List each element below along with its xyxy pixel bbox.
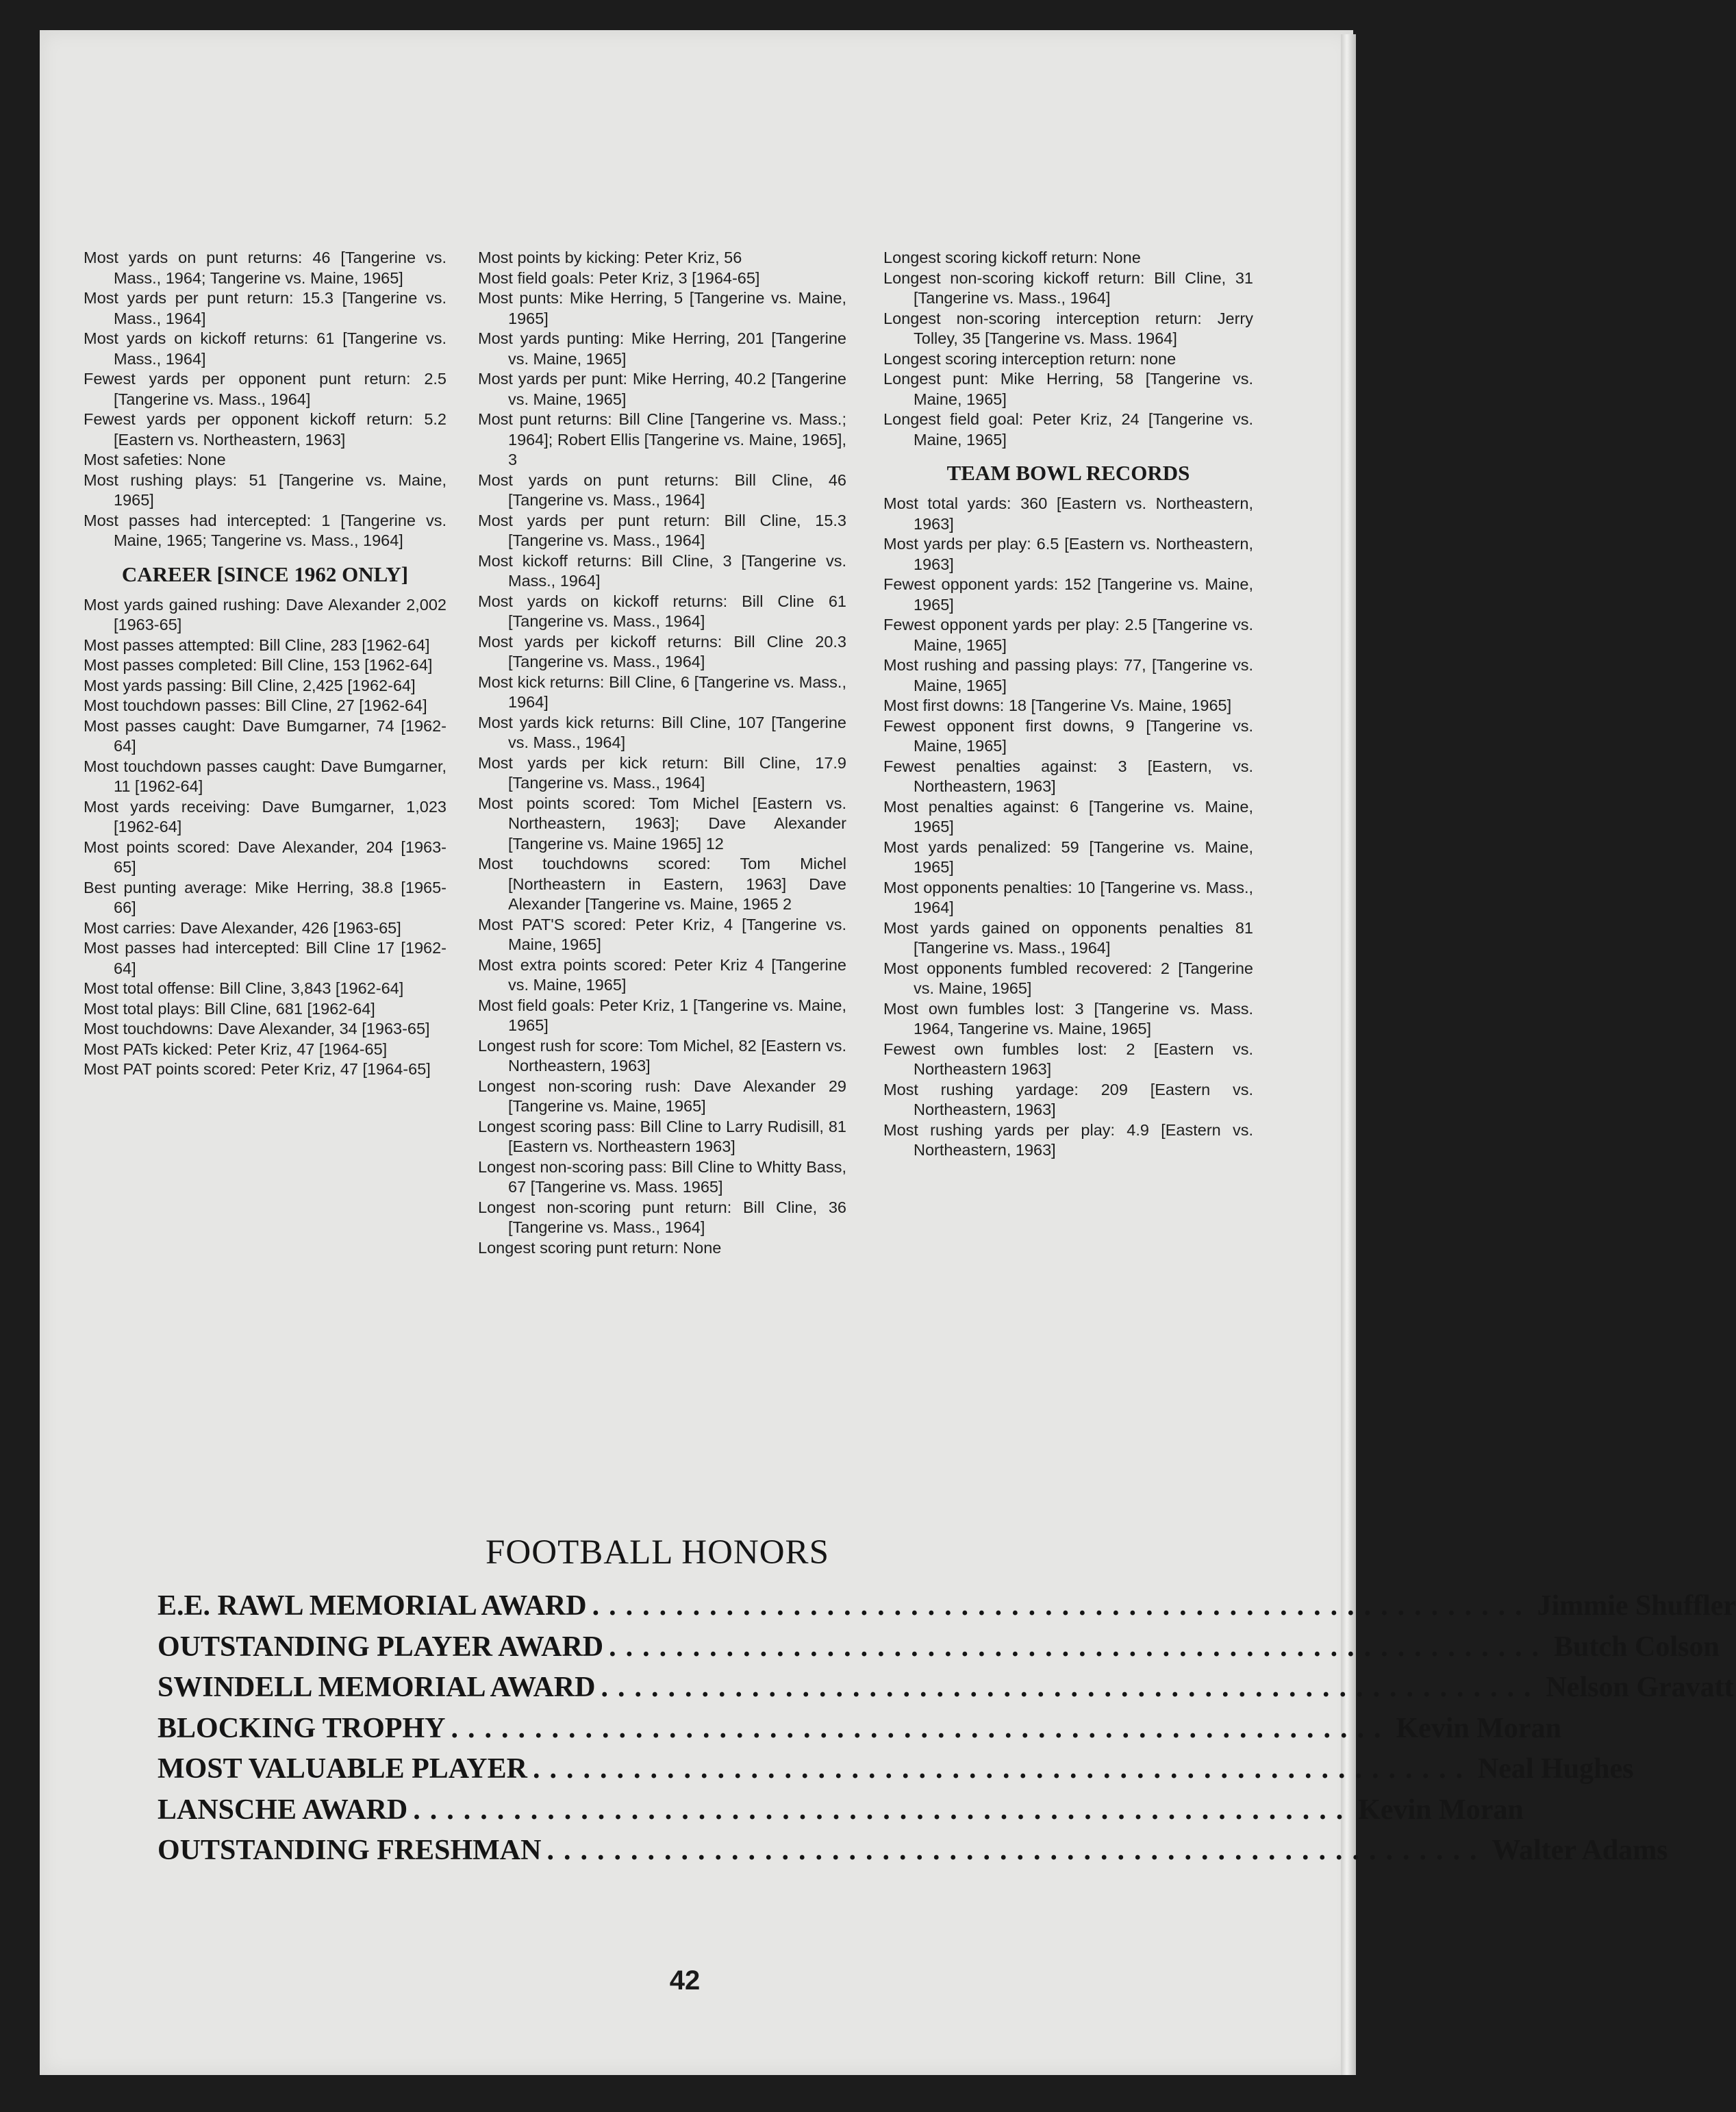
record-item: Most yards on kickoff returns: Bill Cline 61 [Tangerine vs. Mass., 1964]: [478, 592, 846, 630]
record-item: Most yards gained rushing: Dave Alexander 2,002 [1963-65]: [84, 595, 446, 633]
record-item: Most yards punting: Mike Herring, 201 [Tangerine vs. Maine, 1965]: [478, 329, 846, 368]
record-item: Most yards per punt return: 15.3 [Tangerine vs. Mass., 1964]: [84, 289, 446, 327]
record-item: Most carries: Dave Alexander, 426 [1963-65]: [84, 918, 401, 937]
game-records-list: [84, 248, 446, 551]
record-item: Most yards per kickoff returns: Bill Cline 20.3 [Tangerine vs. Mass., 1964]: [478, 632, 846, 670]
record-item: Longest scoring kickoff return: None: [883, 249, 1141, 266]
record-item: Most yards per punt return: Bill Cline, 15.3 [Tangerine vs. Mass., 1964]: [478, 511, 846, 549]
award-row: [158, 1790, 1524, 1831]
award-winner: Neal Hughes: [1477, 1753, 1634, 1785]
record-item: Fewest penalties against: 3 [Eastern, vs. Northeastern, 1963]: [883, 757, 1253, 795]
record-item: Most opponents fumbled recovered: 2 [Tangerine vs. Maine, 1965]: [883, 959, 1253, 997]
record-item: Fewest own fumbles lost: 2 [Eastern vs. Northeastern 1963]: [883, 1040, 1253, 1078]
record-item: Most total yards: 360 [Eastern vs. Northeastern, 1963]: [883, 494, 1253, 533]
record-item: Longest punt: Mike Herring, 58 [Tangerine vs. Maine, 1965]: [883, 370, 1253, 408]
record-item: Most punts: Mike Herring, 5 [Tangerine vs. Maine, 1965]: [478, 289, 846, 327]
record-item: Most points scored: Tom Michel [Eastern vs. Northeastern, 1963]; Dave Alexander [Tangerine vs. Maine 1965] 12: [478, 794, 846, 853]
dot-leader: ........................................................: [601, 1672, 1541, 1703]
record-item: Most passes attempted: Bill Cline, 283 [1962-64]: [84, 636, 430, 654]
record-item: Most PATs kicked: Peter Kriz, 47 [1964-65]: [84, 1040, 388, 1058]
record-item: Most field goals: Peter Kriz, 1 [Tangerine vs. Maine, 1965]: [478, 996, 846, 1034]
honors-title: FOOTBALL HONORS: [486, 1533, 829, 1572]
record-item: Most yards gained on opponents penalties 81 [Tangerine vs. Mass., 1964]: [883, 918, 1253, 957]
award-name: BLOCKING TROPHY: [158, 1712, 446, 1744]
record-item: Longest rush for score: Tom Michel, 82 [Eastern vs. Northeastern, 1963]: [478, 1036, 846, 1074]
award-name: MOST VALUABLE PLAYER: [158, 1753, 527, 1785]
record-item: Most yards per kick return: Bill Cline, 17.9 [Tangerine vs. Mass., 1964]: [478, 753, 846, 792]
award-row: [158, 1749, 1634, 1790]
dot-leader: ........................................................: [592, 1590, 1532, 1622]
record-item: Most first downs: 18 [Tangerine Vs. Maine, 1965]: [883, 696, 1232, 714]
record-item: Most total offense: Bill Cline, 3,843 [1962-64]: [84, 979, 404, 997]
award-name: E.E. RAWL MEMORIAL AWARD: [158, 1590, 587, 1622]
record-item: Most PAT'S scored: Peter Kriz, 4 [Tangerine vs. Maine, 1965]: [478, 915, 846, 953]
record-item: Most touchdowns: Dave Alexander, 34 [1963-65]: [84, 1020, 430, 1038]
dot-leader: ........................................................: [546, 1835, 1487, 1866]
award-winner: Kevin Moran: [1396, 1712, 1561, 1744]
record-item: Most own fumbles lost: 3 [Tangerine vs. Mass. 1964, Tangerine vs. Maine, 1965]: [883, 999, 1253, 1038]
record-item: Most rushing yards per play: 4.9 [Eastern vs. Northeastern, 1963]: [883, 1120, 1253, 1159]
record-item: Most safeties: None: [84, 451, 226, 468]
award-name: OUTSTANDING FRESHMAN: [158, 1835, 542, 1866]
dot-leader: ........................................................: [451, 1712, 1391, 1744]
record-item: Fewest yards per opponent punt return: 2.5 [Tangerine vs. Mass., 1964]: [84, 370, 446, 408]
record-item: Longest non-scoring kickoff return: Bill Cline, 31 [Tangerine vs. Mass., 1964]: [883, 268, 1253, 307]
award-name: OUTSTANDING PLAYER AWARD: [158, 1631, 604, 1663]
award-winner: Jimmie Shuffler: [1537, 1590, 1736, 1622]
record-item: Most field goals: Peter Kriz, 3 [1964-65]: [478, 268, 760, 287]
record-item: Longest non-scoring rush: Dave Alexander 29 [Tangerine vs. Maine, 1965]: [478, 1077, 846, 1115]
column-middle: [478, 248, 846, 1258]
column-left: [84, 248, 446, 1080]
record-item: Fewest yards per opponent kickoff return: 5.2 [Eastern vs. Northeastern, 1963]: [84, 410, 446, 449]
football-honors: [158, 1531, 1736, 1872]
record-item: Most PAT points scored: Peter Kriz, 47 [1964-65]: [84, 1060, 431, 1078]
dot-leader: ........................................................: [532, 1753, 1472, 1785]
record-item: Most points scored: Dave Alexander, 204 [1963-65]: [84, 838, 446, 876]
award-row: [158, 1831, 1668, 1872]
career-heading: CAREER [SINCE 1962 ONLY]: [121, 562, 409, 586]
page-number: 42: [669, 1965, 701, 1996]
record-item: Most touchdown passes caught: Dave Bumgarner, 11 [1962-64]: [84, 757, 446, 795]
team-bowl-records-list: [883, 494, 1253, 1161]
record-item: Longest scoring punt return: None: [478, 1238, 722, 1257]
record-item: Most passes completed: Bill Cline, 153 [1962-64]: [84, 656, 433, 674]
record-item: Most penalties against: 6 [Tangerine vs. Maine, 1965]: [883, 797, 1253, 835]
award-row: [158, 1586, 1736, 1627]
column-right: [883, 248, 1253, 1161]
record-item: Most total plays: Bill Cline, 681 [1962-64]: [84, 999, 375, 1018]
record-item: Most kick returns: Bill Cline, 6 [Tangerine vs. Mass., 1964]: [478, 672, 846, 711]
record-item: Longest non-scoring punt return: Bill Cline, 36 [Tangerine vs. Mass., 1964]: [478, 1198, 846, 1236]
record-item: Best punting average: Mike Herring, 38.8 [1965-66]: [84, 878, 446, 916]
record-item: Most yards on kickoff returns: 61 [Tangerine vs. Mass., 1964]: [84, 329, 446, 368]
record-item: Fewest opponent yards: 152 [Tangerine vs. Maine, 1965]: [883, 575, 1253, 614]
record-item: Fewest opponent yards per play: 2.5 [Tangerine vs. Maine, 1965]: [883, 616, 1253, 654]
award-name: LANSCHE AWARD: [158, 1794, 408, 1826]
record-item: Fewest opponent first downs, 9 [Tangerine vs. Maine, 1965]: [883, 716, 1253, 755]
record-item: Most yards on punt returns: 46 [Tangerine vs. Mass., 1964; Tangerine vs. Maine, 1965]: [84, 249, 446, 287]
career-records-list: [84, 595, 446, 1080]
record-item: Most touchdown passes: Bill Cline, 27 [1962-64]: [84, 696, 427, 714]
award-winner: Kevin Moran: [1358, 1794, 1524, 1826]
game-records-list: [883, 248, 1253, 450]
dot-leader: ........................................................: [413, 1794, 1353, 1826]
record-item: Most punt returns: Bill Cline [Tangerine vs. Mass.; 1964]; Robert Ellis [Tangerine vs. Maine, 1965], 3: [478, 410, 846, 468]
dot-leader: ........................................................: [609, 1631, 1549, 1663]
record-item: Most opponents penalties: 10 [Tangerine vs. Mass., 1964]: [883, 878, 1253, 916]
record-item: Most touchdowns scored: Tom Michel [Northeastern in Eastern, 1963] Dave Alexander [Tangerine vs. Maine, 1965 2: [478, 855, 846, 913]
record-item: Longest field goal: Peter Kriz, 24 [Tangerine vs. Maine, 1965]: [883, 410, 1253, 449]
record-item: Longest scoring interception return: none: [883, 349, 1177, 368]
award-winner: Nelson Gravatt: [1546, 1672, 1734, 1703]
record-item: Most yards per play: 6.5 [Eastern vs. Northeastern, 1963]: [883, 535, 1253, 573]
record-item: Most passes had intercepted: 1 [Tangerine vs. Maine, 1965; Tangerine vs. Mass., 1964]: [84, 511, 446, 549]
record-item: Most passes caught: Dave Bumgarner, 74 [1962-64]: [84, 716, 446, 755]
team-bowl-heading: TEAM BOWL RECORDS: [946, 461, 1190, 485]
record-item: Most kickoff returns: Bill Cline, 3 [Tangerine vs. Mass., 1964]: [478, 551, 846, 590]
record-item: Most rushing yardage: 209 [Eastern vs. Northeastern, 1963]: [883, 1080, 1253, 1118]
record-item: Longest non-scoring interception return: Jerry Tolley, 35 [Tangerine vs. Mass. 1964]: [883, 309, 1253, 347]
record-item: Longest non-scoring pass: Bill Cline to Whitty Bass, 67 [Tangerine vs. Mass. 1965]: [478, 1157, 846, 1196]
record-item: Most passes had intercepted: Bill Cline 17 [1962-64]: [84, 939, 446, 977]
award-name: SWINDELL MEMORIAL AWARD: [158, 1672, 596, 1703]
record-item: Longest scoring pass: Bill Cline to Larry Rudisill, 81 [Eastern vs. Northeastern 1963]: [478, 1117, 846, 1155]
record-item: Most yards penalized: 59 [Tangerine vs. Maine, 1965]: [883, 838, 1253, 876]
award-row: [158, 1668, 1734, 1709]
award-winner: Walter Adams: [1492, 1835, 1668, 1866]
record-item: Most yards passing: Bill Cline, 2,425 [1962-64]: [84, 676, 416, 694]
record-item: Most rushing plays: 51 [Tangerine vs. Maine, 1965]: [84, 470, 446, 509]
record-item: Most extra points scored: Peter Kriz 4 [Tangerine vs. Maine, 1965]: [478, 955, 846, 994]
award-row: [158, 1627, 1720, 1668]
record-item: Most yards on punt returns: Bill Cline, 46 [Tangerine vs. Mass., 1964]: [478, 470, 846, 509]
record-item: Most yards receiving: Dave Bumgarner, 1,023 [1962-64]: [84, 797, 446, 835]
record-item: Most rushing and passing plays: 77, [Tangerine vs. Maine, 1965]: [883, 656, 1253, 694]
record-item: Most yards per punt: Mike Herring, 40.2 [Tangerine vs. Maine, 1965]: [478, 370, 846, 408]
award-winner: Butch Colson: [1554, 1631, 1720, 1663]
award-row: [158, 1709, 1561, 1750]
record-item: Most points by kicking: Peter Kriz, 56: [478, 249, 742, 266]
record-item: Most yards kick returns: Bill Cline, 107 [Tangerine vs. Mass., 1964]: [478, 713, 846, 751]
